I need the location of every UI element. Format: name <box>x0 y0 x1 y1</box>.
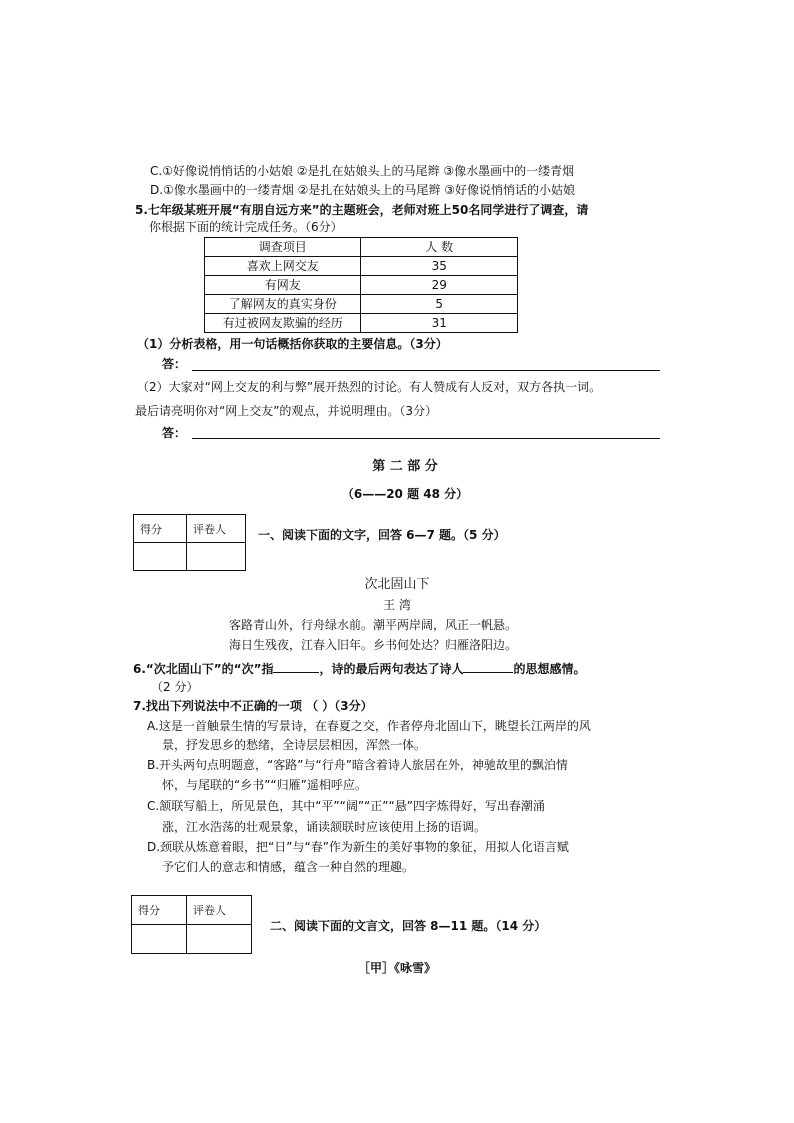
table-row <box>205 257 518 276</box>
q7-option-a: A.这是一首触景生情的写景诗，在春夏之交，作者停舟北固山下，眺望长江两岸的风 <box>147 719 591 733</box>
part-title: 第 二 部 分 <box>372 459 438 474</box>
q5-sub2-line2: 最后请亮明你对“网上交友”的观点，并说明理由。（3分） <box>135 404 438 418</box>
q5-stem-line2: 你根据下面的统计完成任务。（6分） <box>149 220 343 234</box>
q7-stem: 7.找出下列说法中不正确的一项 （ ）（3分） <box>133 699 373 713</box>
table-cell: 5 <box>361 295 518 314</box>
table-cell: 29 <box>361 276 518 295</box>
answer-label: 答： <box>162 357 187 371</box>
q6-blank-2[interactable] <box>463 660 513 673</box>
table-row <box>205 276 518 295</box>
score-box <box>131 895 252 954</box>
grader-cell[interactable] <box>187 543 246 571</box>
q7-option-d-cont: 予它们人的意志和情感，蕴含一种自然的理趣。 <box>162 860 415 874</box>
answer-label: 答： <box>162 426 187 440</box>
part-range: （6——20 题 48 分） <box>341 487 469 501</box>
poem-line: 客路青山外，行舟绿水前。潮平两岸阔，风正一帆悬。 <box>229 618 518 632</box>
q7-option-a-cont: 景，抒发思乡的愁绪，全诗层层相因，浑然一体。 <box>162 738 427 752</box>
q5-sub2-line1: （2）大家对“网上交友的利与弊”展开热烈的讨论。有人赞成有人反对，双方各执一词。 <box>137 380 602 394</box>
score-label: 得分 <box>134 515 187 543</box>
grader-label: 评卷人 <box>187 515 246 543</box>
q6-stem <box>133 660 586 677</box>
q7-option-b: B.开头两句点明题意，“客路”与“行舟”暗含着诗人旅居在外，神驰故里的飘泊情 <box>147 758 568 772</box>
q7-option-c-cont: 涨，江水浩荡的壮观景象，诵读颔联时应该使用上扬的语调。 <box>162 820 487 834</box>
grader-cell[interactable] <box>187 925 252 954</box>
q7-option-b-cont: 怀，与尾联的“乡书”“归雁”遥相呼应。 <box>162 778 367 792</box>
q6-score: （2 分） <box>151 680 199 694</box>
table-cell: 35 <box>361 257 518 276</box>
table-cell: 有过被网友欺骗的经历 <box>205 314 361 333</box>
score-cell[interactable] <box>134 543 187 571</box>
table-cell: 有网友 <box>205 276 361 295</box>
poem-line: 海日生残夜，江春入旧年。乡书何处达？归雁洛阳边。 <box>229 638 518 652</box>
survey-table <box>204 237 518 333</box>
grader-label: 评卷人 <box>187 896 252 925</box>
q4-option-d: D.①像水墨画中的一缕青烟 ②是扎在姑娘头上的马尾辫 ③好像说悄悄话的小姑娘 <box>150 183 575 197</box>
table-header: 调查项目 <box>205 238 361 257</box>
section-subtitle: ［甲］《咏雪》 <box>357 961 436 975</box>
q6-text-a: 6.“次北固山下”的“次”指 <box>133 662 274 676</box>
table-header-row <box>205 238 518 257</box>
q6-blank-1[interactable] <box>273 660 319 673</box>
table-header: 人 数 <box>361 238 518 257</box>
answer-line[interactable] <box>192 370 660 371</box>
section-heading: 二、阅读下面的文言文，回答 8—11 题。（14 分） <box>270 919 547 933</box>
table-cell: 了解网友的真实身份 <box>205 295 361 314</box>
score-cell[interactable] <box>132 925 187 954</box>
q7-option-d: D.颈联从炼意着眼，把“日”与“春”作为新生的美好事物的象征，用拟人化语言赋 <box>147 840 569 854</box>
q7-option-c: C.颔联写船上，所见景色，其中“平”“阔”“正”“悬”四字炼得好，写出春潮涌 <box>147 799 545 813</box>
q5-sub1: （1）分析表格，用一句话概括你获取的主要信息。（3分） <box>137 337 448 351</box>
q4-option-c: C.①好像说悄悄话的小姑娘 ②是扎在姑娘头上的马尾辫 ③像水墨画中的一缕青烟 <box>150 164 575 178</box>
section-heading: 一、阅读下面的文字，回答 6—7 题。（5 分） <box>258 528 506 542</box>
table-row <box>205 295 518 314</box>
table-cell: 喜欢上网交友 <box>205 257 361 276</box>
poem-author: 王 湾 <box>383 598 411 612</box>
score-box <box>133 514 246 571</box>
q6-text-c: 的思想感情。 <box>513 662 586 676</box>
answer-line[interactable] <box>192 438 660 439</box>
table-row <box>205 314 518 333</box>
poem-title: 次北固山下 <box>364 577 430 592</box>
table-cell: 31 <box>361 314 518 333</box>
score-label: 得分 <box>132 896 187 925</box>
q6-text-b: ，诗的最后两句表达了诗人 <box>319 662 464 676</box>
q5-stem-line1: 5.七年级某班开展“有朋自远方来”的主题班会，老师对班上50名同学进行了调查，请 <box>135 203 589 217</box>
